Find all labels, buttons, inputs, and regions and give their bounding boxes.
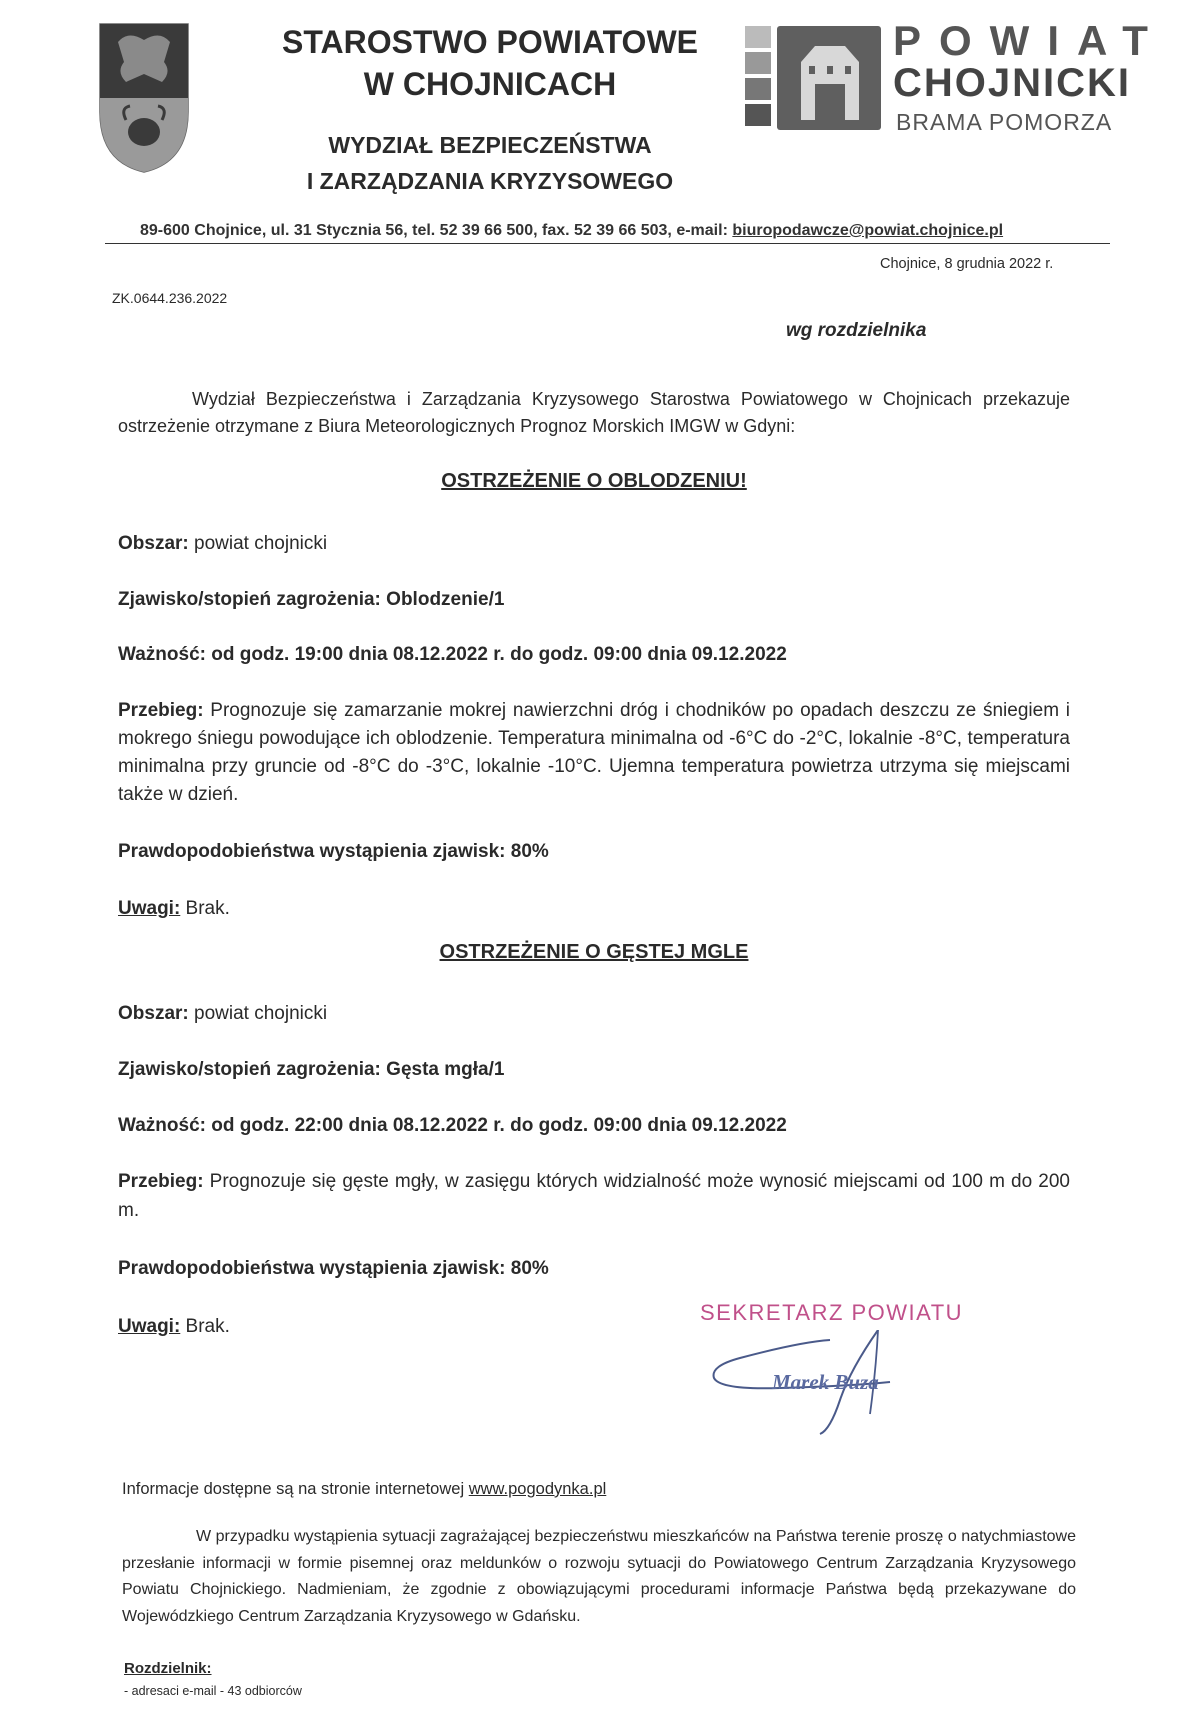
probability-label: Prawdopodobieństwa wystąpienia zjawisk: (118, 1258, 506, 1279)
logo-text-chojnicki: CHOJNICKI (893, 61, 1132, 105)
area-label: Obszar: (118, 533, 189, 554)
remarks-value: Brak. (180, 898, 230, 919)
warning-2-course (118, 1167, 1070, 1225)
secretary-stamp: SEKRETARZ POWIATU (700, 1300, 964, 1325)
logo-text-powiat: POWIAT (893, 17, 1166, 64)
warning-2-probability (118, 1255, 1070, 1283)
warning-1-area (118, 530, 1070, 558)
warning-1-probability (118, 838, 1070, 866)
office-name-line2: W CHOJNICACH (363, 66, 617, 102)
recipient-note: wg rozdzielnika (786, 320, 927, 341)
address-text: 89-600 Chojnice, ul. 31 Stycznia 56, tel. 52 39 66 500, fax. 52 39 66 503, e-mail: (140, 222, 733, 239)
info-text: Informacje dostępne są na stronie internetowej (122, 1480, 469, 1498)
course-value: Prognozuje się gęste mgły, w zasięgu których widzialność może wynosić miejscami od 100 m do 200 m. (118, 1171, 1070, 1221)
office-name-line1: STAROSTWO POWIATOWE (282, 24, 698, 60)
warning-2-validity (118, 1112, 1070, 1140)
phenomenon-value: Gęsta mgła/1 (380, 1059, 505, 1080)
remarks-label: Uwagi: (118, 898, 181, 919)
intro-paragraph: Wydział Bezpieczeństwa i Zarządzania Kryzysowego Starostwa Powiatowego w Chojnicach przekazuje ostrzeżenie otrzymane z Biura Meteorologicznych Prognoz Morskich IMGW w Gdyni: (118, 389, 1070, 436)
county-gate-logo-icon (745, 24, 885, 132)
validity-label: Ważność: (118, 1115, 206, 1136)
distribution-item: - adresaci e-mail - 43 odbiorców (124, 1684, 302, 1698)
warning-1-validity (118, 641, 1070, 669)
course-label: Przebieg: (118, 700, 204, 721)
warning-1-course (118, 697, 1070, 809)
info-line (122, 1480, 606, 1499)
remarks-value: Brak. (180, 1316, 230, 1337)
warning-1-title: OSTRZEŻENIE O OBLODZENIU! (441, 470, 747, 492)
department-line2: I ZARZĄDZANIA KRYZYSOWEGO (306, 168, 674, 194)
phenomenon-label: Zjawisko/stopień zagrożenia: (118, 1059, 381, 1080)
closing-paragraph: W przypadku wystąpienia sytuacji zagrażającej bezpieczeństwu mieszkańców na Państwa terenie proszę o natychmiastowe przesłanie informacji w formie pisemnej oraz meldunków o rozwoju sytuacji do Powiatowego Centrum Zarządzania Kryzysowego Powiatu Chojnickiego. Nadmieniam, że zgodnie z obowiązującymi procedurami informacje Państwa będą przekazywane do Wojewódzkiego Centrum Zarządzania Kryzysowego w Gdańsku. (122, 1528, 1076, 1625)
probability-label: Prawdopodobieństwa wystąpienia zjawisk: (118, 841, 506, 862)
validity-value: od godz. 22:00 dnia 08.12.2022 r. do godz. 09:00 dnia 09.12.2022 (205, 1115, 787, 1136)
email-link[interactable]: biuropodawcze@powiat.chojnice.pl (732, 222, 1004, 239)
case-number: ZK.0644.236.2022 (112, 290, 228, 306)
phenomenon-value: Oblodzenie/1 (380, 589, 505, 610)
warning-1-phenomenon (118, 586, 1070, 614)
coat-of-arms-icon (98, 22, 190, 174)
warning-2-phenomenon (118, 1056, 1070, 1084)
probability-value: 80% (505, 841, 549, 862)
pogodynka-link[interactable]: www.pogodynka.pl (468, 1480, 607, 1498)
area-value: powiat chojnicki (188, 1003, 328, 1024)
secretary-name: Marek Buza (772, 1370, 879, 1394)
warning-2-title: OSTRZEŻENIE O GĘSTEJ MGLE (439, 941, 749, 963)
department-line1: WYDZIAŁ BEZPIECZEŃSTWA (328, 132, 652, 158)
course-label: Przebieg: (118, 1171, 204, 1192)
warning-1-remarks (118, 895, 1070, 923)
validity-value: od godz. 19:00 dnia 08.12.2022 r. do godz. 09:00 dnia 09.12.2022 (205, 644, 787, 665)
area-value: powiat chojnicki (188, 533, 328, 554)
remarks-label: Uwagi: (118, 1316, 181, 1337)
area-label: Obszar: (118, 1003, 189, 1024)
phenomenon-label: Zjawisko/stopień zagrożenia: (118, 589, 381, 610)
validity-label: Ważność: (118, 644, 206, 665)
probability-value: 80% (505, 1258, 549, 1279)
header-divider (105, 243, 1110, 244)
address-line (140, 222, 1003, 240)
logo-text-brama-pomorza: BRAMA POMORZA (896, 109, 1113, 135)
distribution-title: Rozdzielnik: (124, 1660, 212, 1677)
course-value: Prognozuje się zamarzanie mokrej nawierzchni dróg i chodników po opadach deszczu ze śniegiem i mokrego śniegu powodujące ich oblodzenie. Temperatura minimalna od -6°C do -2°C, lokalnie -8°C, temperatura minimalna przy gruncie od -8°C do -3°C, lokalnie -10°C. Ujemna temperatura powietrza utrzyma się miejscami także w dzień. (118, 700, 1070, 805)
warning-2-area (118, 1000, 1070, 1028)
document-date: Chojnice, 8 grudnia 2022 r. (880, 256, 1054, 272)
